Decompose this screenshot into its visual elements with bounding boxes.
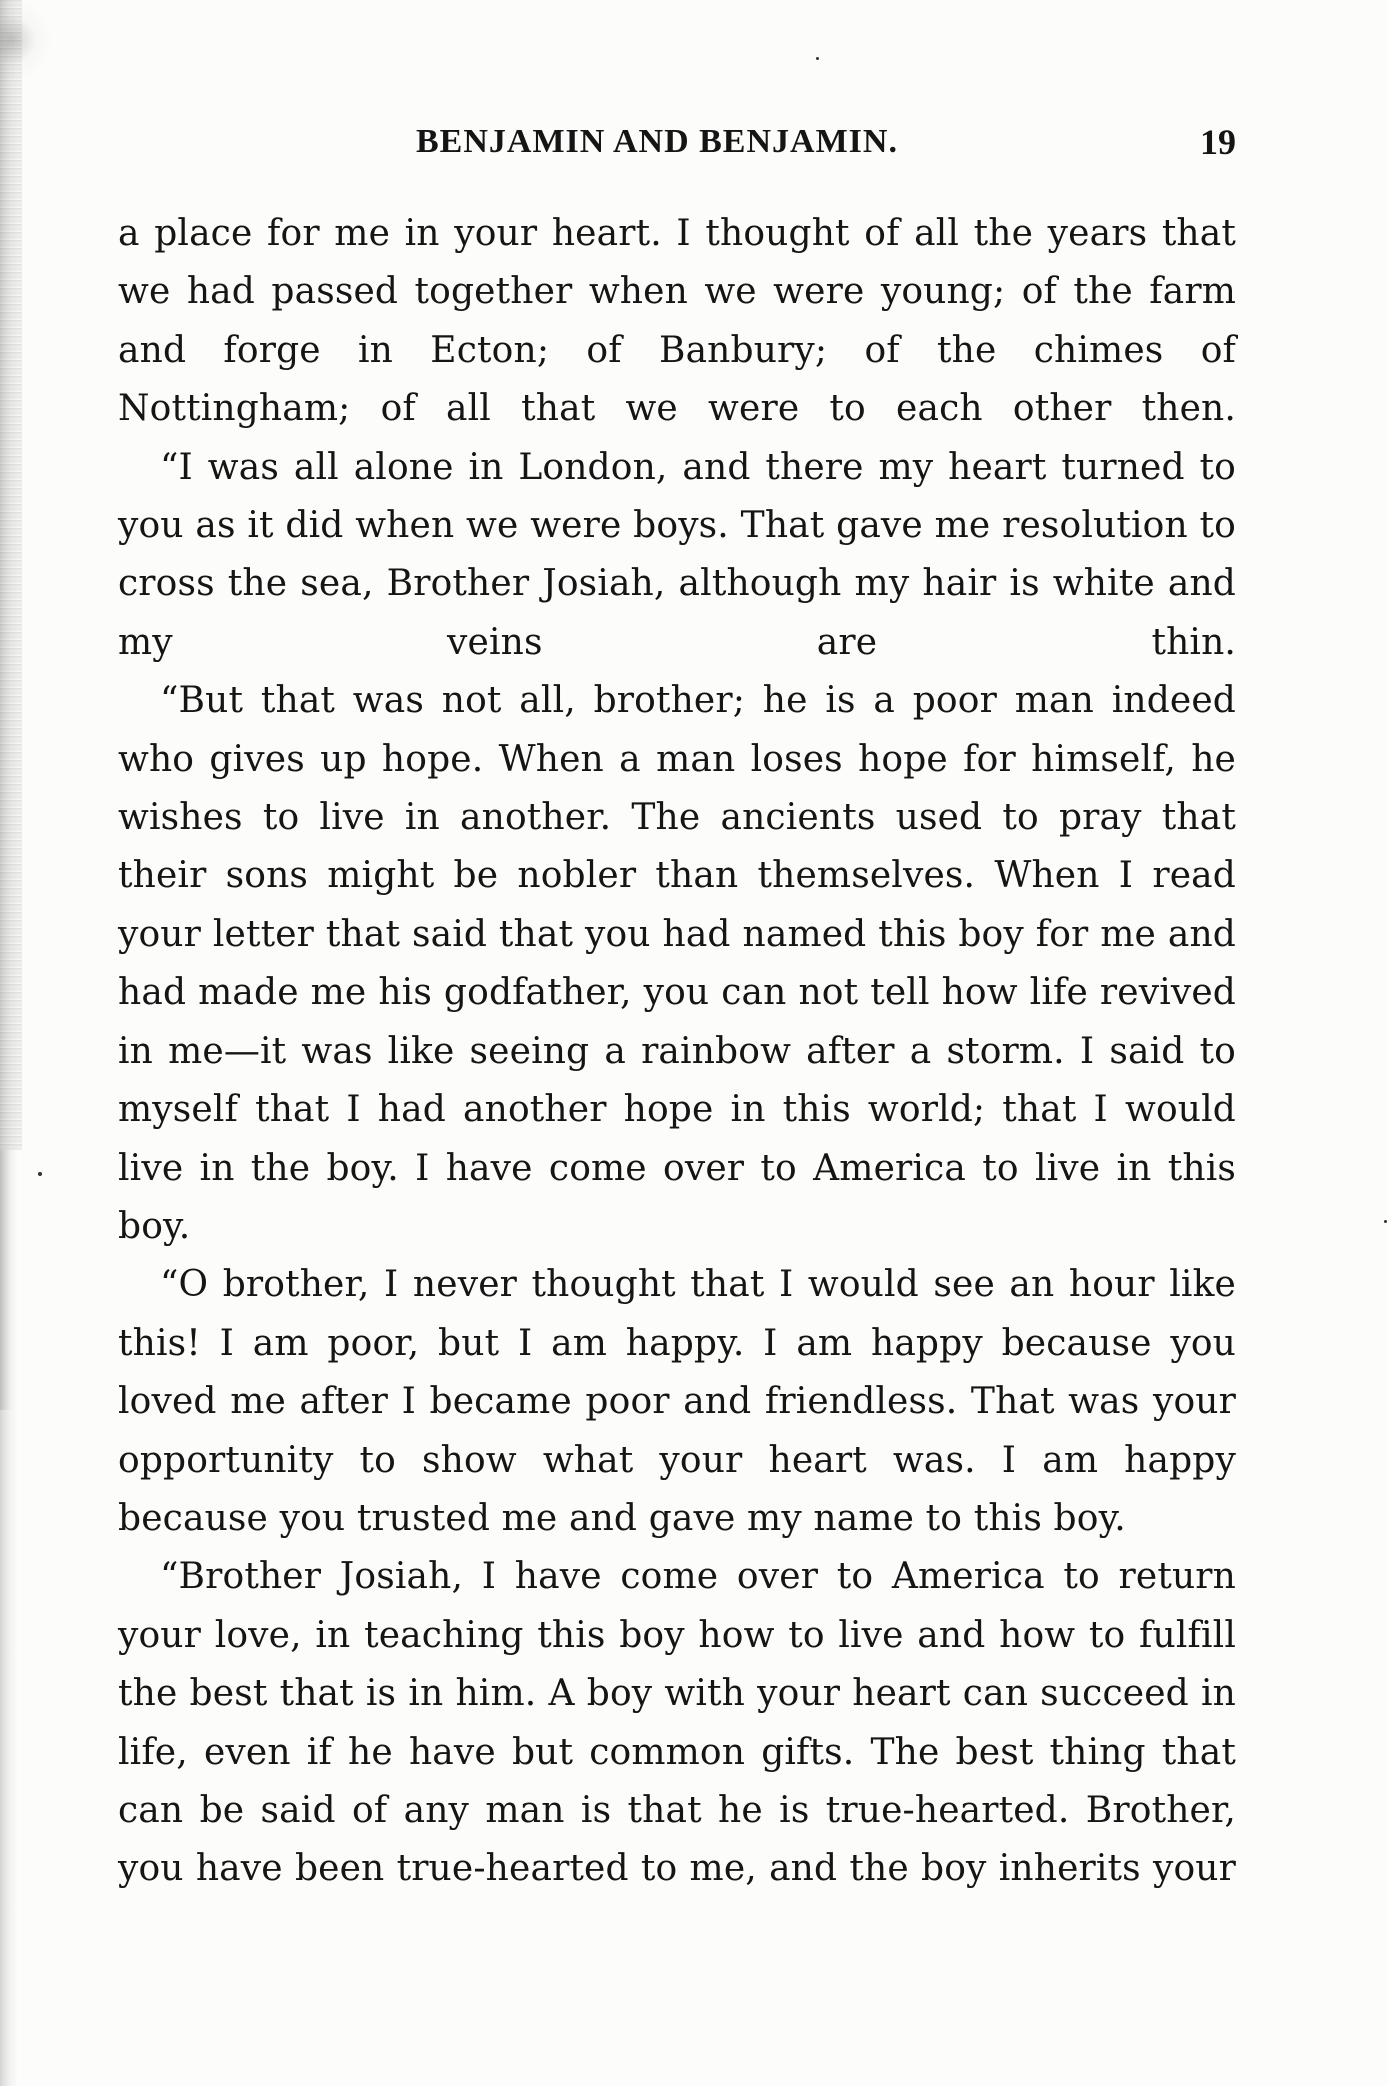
paragraph-4: “O brother, I never thought that I would see an hour like this! I am poor, but I am happy. I am happy because you loved me after I became poor and friendless. That was your opportunity to show what your heart was. I am happy because you trusted me and gave my name to this boy. [118, 1264, 1236, 1539]
paragraph-3: “But that was not all, brother; he is a poor man indeed who gives up hope. When a man loses hope for himself, he wishes to live in another. The ancients used to pray that their sons might be nobler than themselves. When I read your letter that said that you had named this boy for me and had made me his godfather, you can not tell how life revived in me—it was like seeing a rainbow after a storm. I said to myself that I had another hope in this world; that I would live in the boy. I have come over to America to live in this boy. [118, 680, 1236, 1247]
print-speck [38, 1172, 42, 1176]
binding-edge-shadow [0, 0, 22, 1150]
print-speck [1384, 1220, 1387, 1223]
running-title: BENJAMIN AND BENJAMIN. [416, 123, 898, 160]
paragraph-2: “I was all alone in London, and there my heart turned to you as it did when we were boys. That gave me resolution to cross the sea, Brother Josiah, although my hair is white and my veins are thin. [118, 446, 1236, 663]
lower-binding-shadow [0, 1150, 12, 1410]
print-speck [816, 57, 819, 60]
page-number: 19 [1200, 122, 1236, 162]
page-header [118, 116, 1236, 168]
paragraph-5: “Brother Josiah, I have come over to America to return your love, in teaching this boy how to live and how to fulfill the best that is in him. A boy with your heart can succeed in life, even if he have but common gifts. The best thing that can be said of any man is that he is true-hearted. Brother, you have been true-hearted to me, and the boy inherits your [118, 1556, 1236, 1890]
body-text [118, 205, 1236, 1899]
paragraph-1: a place for me in your heart. I thought of all the years that we had passed together when we were young; of the farm and forge in Ecton; of Banbury; of the chimes of Nottingham; of all that we were to each other then. [118, 213, 1236, 430]
